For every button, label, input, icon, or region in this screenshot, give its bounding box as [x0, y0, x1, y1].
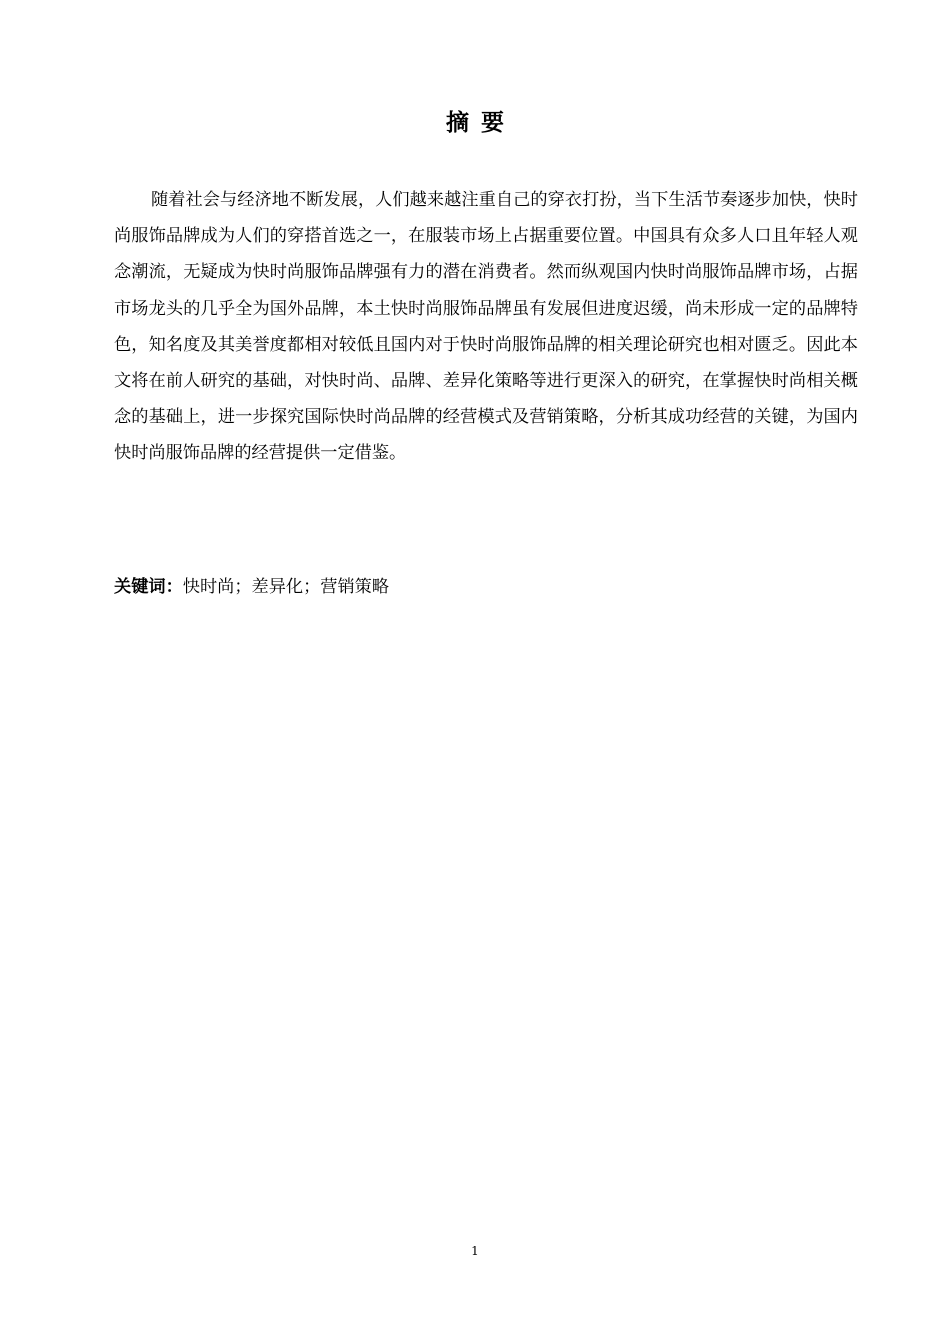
keywords-line [114, 571, 858, 603]
keywords-value: 快时尚；差异化；营销策略 [182, 577, 390, 597]
abstract-title: 摘要 [446, 110, 516, 136]
keywords-label: 关键词： [114, 577, 183, 597]
page-number: 1 [471, 1244, 479, 1258]
abstract-paragraph: 随着社会与经济地不断发展，人们越来越注重自己的穿衣打扮，当下生活节奏逐步加快，快时尚服饰品牌成为人们的穿搭首选之一，在服装市场上占据重要位置。中国具有众多人口且年轻人观念潮流，无疑成为快时尚服饰品牌强有力的潜在消费者。然而纵观国内快时尚服饰品牌市场，占据市场龙头的几乎全为国外品牌，本土快时尚服饰品牌虽有发展但进度迟缓，尚未形成一定的品牌特色，知名度及其美誉度都相对较低且国内对于快时尚服饰品牌的相关理论研究也相对匮乏。因此本文将在前人研究的基础，对快时尚、品牌、差异化策略等进行更深入的研究，在掌握快时尚相关概念的基础上，进一步探究国际快时尚品牌的经营模式及营销策略，分析其成功经营的关键，为国内快时尚服饰品牌的经营提供一定借鉴。 [114, 190, 858, 464]
